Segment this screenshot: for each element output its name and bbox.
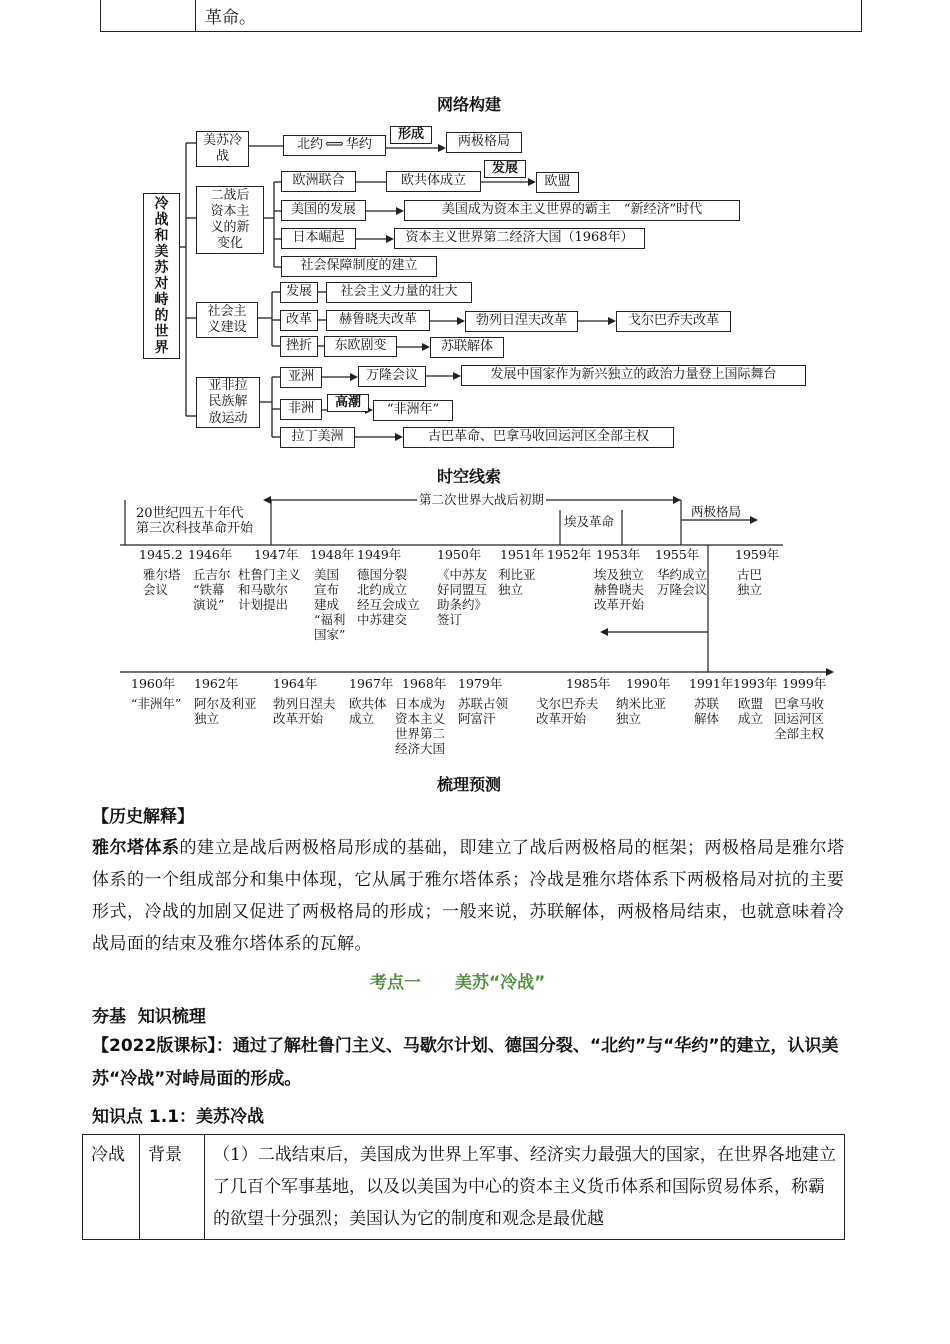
timeline-event: 德国分裂 北约成立 经互会成立 中苏建交 (357, 567, 420, 627)
timeline-event: 纳米比亚 独立 (616, 696, 667, 726)
c3-r2-b: 赫鲁晓夫改革 (326, 310, 430, 331)
network-title: 网络构建 (437, 95, 502, 114)
double-arrow-icon: ⟺ (325, 137, 344, 153)
timeline-event: 日本成为 资本主义 世界第二 经济大国 (395, 696, 446, 756)
c4-r2-a: 非洲 (280, 399, 322, 420)
c4-r3-b: 古巴革命、巴拿马收回运河区全部主权 (403, 427, 674, 448)
timeline-event: 苏联 解体 (694, 696, 720, 726)
c1-result: 两极格局 (446, 132, 522, 153)
table-cell-topic: 冷战 (83, 1135, 140, 1240)
prediction-bold-lead: 雅尔塔体系 (92, 838, 180, 858)
c3-r3-c: 苏联解体 (430, 337, 504, 358)
c2-r1-label: 发展 (484, 160, 526, 178)
c2-r3-b: 资本主义世界第二经济大国（1968年） (394, 228, 645, 249)
timeline-year: 1951年 (500, 547, 545, 562)
root-node: 冷战和美苏对峙的世界 (143, 193, 180, 359)
timeline-year: 1962年 (194, 676, 239, 691)
timeline-event: 苏联占领 阿富汗 (458, 696, 509, 726)
c4-r1-c: 发展中国家作为新兴独立的政治力量登上国际舞台 (461, 365, 806, 386)
c2-r1-c: 欧盟 (536, 172, 579, 193)
timeline-event: 丘吉尔 “铁幕 演说” (193, 567, 231, 612)
cat2-node: 二战后资本主义的新变化 (196, 186, 264, 254)
timeline-event: 古巴 独立 (737, 567, 763, 597)
timeline-event: 华约成立 万隆会议 (657, 567, 708, 597)
kaodian-title: 考点一 美苏“冷战” (370, 973, 546, 993)
prediction-paragraph (92, 832, 859, 960)
prediction-text: 的建立是战后两极格局形成的基础，即建立了战后两极格局的框架；两极格局是雅尔塔体系的一个组成部分和集中体现，它从属于雅尔塔体系；冷战是雅尔塔体系下两极格局对抗的主要形式，冷战的加剧又促进了两极格局的形成；一般来说，苏联解体，两极格局结束，也就意味着冷战局面的结束及雅尔塔体系的瓦解。 (92, 838, 845, 954)
c1-b: 华约 (345, 137, 372, 153)
c3-r2-c: 勃列日涅夫改革 (465, 311, 578, 332)
timeline-year: 1967年 (349, 676, 394, 691)
timeline-span-egypt: 埃及革命 (564, 514, 615, 529)
kaodian-standard: 【2022版课标】：通过了解杜鲁门主义、马歇尔计划、德国分裂、“北约”与“华约”的建立，认识美苏“冷战”对峙局面的形成。 (92, 1036, 839, 1089)
timeline-year: 1979年 (458, 676, 503, 691)
timeline-span-postwar: 第二次世界大战后初期 (419, 492, 545, 507)
timeline-year: 1953年 (596, 547, 641, 562)
cat3-node: 社会主义建设 (196, 302, 258, 338)
timeline-year: 1964年 (273, 676, 318, 691)
prediction-title: 梳理预测 (437, 775, 502, 794)
c3-r1-b: 社会主义力量的壮大 (326, 282, 472, 303)
prediction-heading: 【历史解释】 (92, 807, 194, 827)
timeline-year: 1948年 (310, 547, 355, 562)
timeline-event: 欧共体 成立 (349, 696, 387, 726)
c2-r1-b: 欧共体成立 (386, 171, 481, 192)
c4-r1-a: 亚洲 (280, 367, 322, 388)
timeline-event: 戈尔巴乔夫 改革开始 (536, 696, 599, 726)
cat1-node: 美苏冷战 (196, 131, 249, 167)
c3-r2-a: 改革 (280, 310, 318, 331)
knowledge-table (82, 1134, 845, 1240)
timeline-year: 1949年 (357, 547, 402, 562)
c4-r2-b: “非洲年” (373, 400, 453, 421)
cat4-node: 亚非拉民族解放运动 (196, 377, 260, 428)
timeline-year: 1991年 (689, 676, 734, 691)
table-cell-aspect: 背景 (140, 1135, 205, 1240)
timeline-event: 《中苏友 好同盟互 助条约》 签订 (437, 567, 488, 627)
c2-r3-a: 日本崛起 (281, 228, 356, 249)
table-row (83, 1135, 845, 1240)
timeline-year: 1990年 (626, 676, 671, 691)
kaodian-point: 知识点 1.1：美苏冷战 (92, 1107, 265, 1127)
c3-r3-b: 东欧剧变 (324, 336, 397, 357)
timeline-event: 埃及独立 赫鲁晓夫 改革开始 (594, 567, 645, 612)
timeline-event: 杜鲁门主义 和马歇尔 计划提出 (238, 567, 301, 612)
timeline-event: 巴拿马收 回运河区 全部主权 (774, 696, 825, 741)
c2-r2-b: 美国成为资本主义世界的霸主 “新经济”时代 (404, 200, 740, 221)
c4-r2-label: 高潮 (327, 394, 369, 412)
kaodian-sub: 夯基 知识梳理 (92, 1007, 206, 1027)
c4-r3-a: 拉丁美洲 (280, 427, 355, 448)
timeline-year: 1959年 (735, 547, 780, 562)
timeline-year: 1955年 (655, 547, 700, 562)
c3-r2-d: 戈尔巴乔夫改革 (616, 311, 731, 332)
timeline-event: 欧盟 成立 (738, 696, 764, 726)
timeline-year: 1945.2 (139, 547, 183, 562)
timeline-event: 勃列日涅夫 改革开始 (273, 696, 336, 726)
timeline-year: 1993年 (733, 676, 778, 691)
timeline-event: 利比亚 独立 (498, 567, 536, 597)
top-table-cell: 革命。 (205, 8, 256, 28)
timeline-year: 1960年 (131, 676, 176, 691)
timeline-event: “非洲年” (131, 696, 182, 711)
c3-r1-a: 发展 (280, 282, 318, 303)
c2-r4-a: 社会保障制度的建立 (281, 256, 437, 277)
timeline-title: 时空线索 (437, 467, 502, 486)
table-cell-content: （1）二战结束后，美国成为世界上军事、经济实力最强大的国家，在世界各地建立了几百个军事基地，以及以美国为中心的资本主义货币体系和国际贸易体系，称霸的欲望十分强烈；美国认为它的制度和观念是最优越 (205, 1135, 845, 1240)
timeline-year: 1985年 (566, 676, 611, 691)
c1-label: 形成 (390, 126, 432, 144)
c1-a: 北约 (297, 137, 324, 153)
timeline-top-note: 20世纪四五十年代 第三次科技革命开始 (136, 506, 254, 536)
timeline-year: 1968年 (402, 676, 447, 691)
timeline-event: 阿尔及利亚 独立 (194, 696, 257, 726)
timeline-year: 1952年 (547, 547, 592, 562)
timeline-event: 美国 宣布 建成 “福利 国家” (314, 567, 346, 642)
c3-r3-a: 挫折 (280, 336, 318, 357)
timeline-year: 1947年 (254, 547, 299, 562)
timeline-year: 1950年 (437, 547, 482, 562)
c2-r1-a: 欧洲联合 (281, 171, 356, 192)
timeline-year: 1999年 (782, 676, 827, 691)
timeline-year: 1946年 (188, 547, 233, 562)
timeline-span-bipolar: 两极格局 (691, 504, 742, 519)
c4-r1-b: 万隆会议 (358, 366, 426, 387)
timeline-event: 雅尔塔 会议 (143, 567, 181, 597)
c2-r2-a: 美国的发展 (281, 200, 366, 221)
